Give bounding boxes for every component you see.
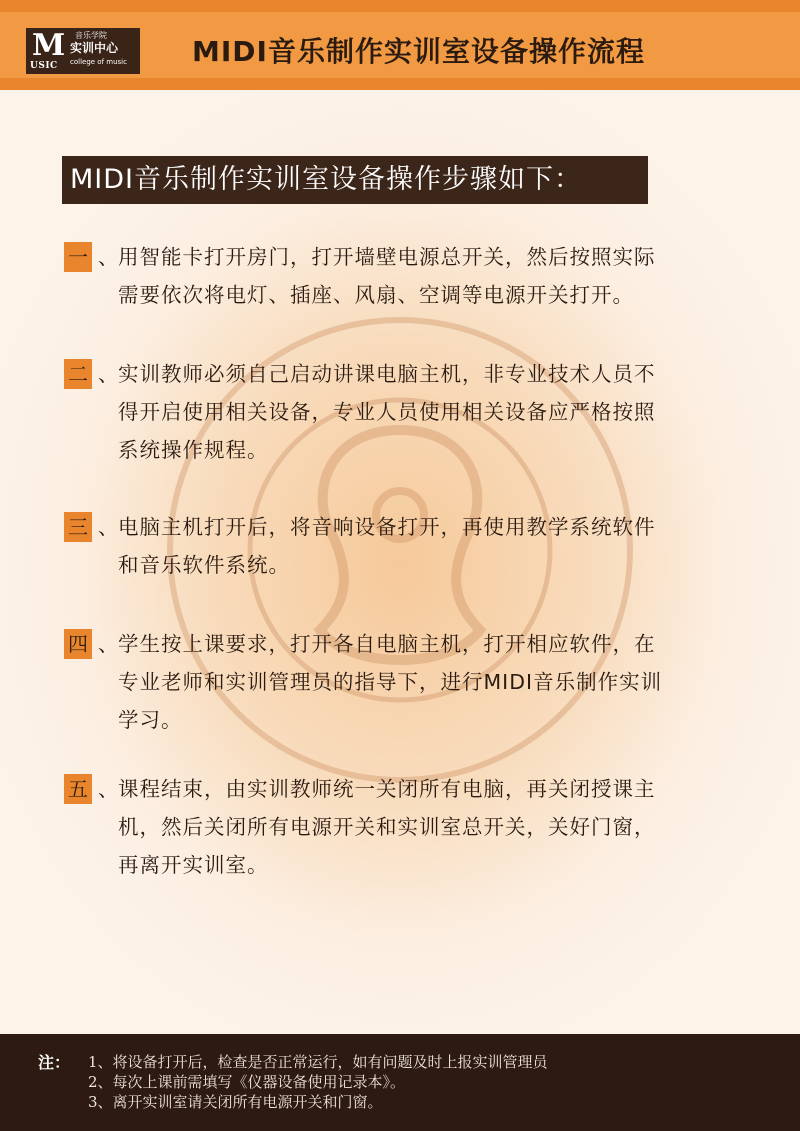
step-item bbox=[64, 355, 754, 469]
header-bar bbox=[0, 0, 800, 90]
note-item-3: 3、离开实训室请关闭所有电源开关和门窗。 bbox=[88, 1093, 383, 1111]
step-text-line: 学习。 bbox=[118, 708, 183, 732]
step-item bbox=[64, 770, 754, 884]
step-text-line: 需要依次将电灯、插座、风扇、空调等电源开关打开。 bbox=[118, 283, 634, 307]
step-text-line: 机，然后关闭所有电源开关和实训室总开关，关好门窗， bbox=[118, 815, 656, 839]
logo-letter-m: M bbox=[32, 28, 66, 63]
step-text-line: 课程结束，由实训教师统一关闭所有电脑，再关闭授课主 bbox=[118, 777, 656, 801]
step-number-separator: 、 bbox=[98, 362, 118, 386]
step-number-separator: 、 bbox=[98, 515, 118, 539]
step-number-badge: 五 bbox=[64, 774, 92, 804]
step-text-line: 系统操作规程。 bbox=[118, 438, 269, 462]
step-number-badge: 一 bbox=[64, 242, 92, 272]
step-text-line: 得开启使用相关设备，专业人员使用相关设备应严格按照 bbox=[118, 400, 656, 424]
step-number-separator: 、 bbox=[98, 245, 118, 269]
step-number-separator: 、 bbox=[98, 632, 118, 656]
step-number-badge: 二 bbox=[64, 359, 92, 389]
footer-notes bbox=[0, 1034, 800, 1131]
step-number-badge: 四 bbox=[64, 629, 92, 659]
logo-center-name: 实训中心 bbox=[70, 41, 119, 55]
step-text-line: 和音乐软件系统。 bbox=[118, 553, 290, 577]
note-item-1: 1、将设备打开后，检查是否正常运行，如有问题及时上报实训管理员 bbox=[88, 1053, 548, 1071]
step-text-line: 电脑主机打开后，将音响设备打开，再使用教学系统软件 bbox=[118, 515, 656, 539]
step-text-line: 学生按上课要求，打开各自电脑主机，打开相应软件，在 bbox=[118, 632, 656, 656]
step-number-separator: 、 bbox=[98, 777, 118, 801]
step-item bbox=[64, 625, 754, 739]
step-number-badge: 三 bbox=[64, 512, 92, 542]
logo-english-name: college of music bbox=[70, 58, 127, 66]
step-item bbox=[64, 238, 754, 314]
step-item bbox=[64, 508, 754, 584]
step-text-line: 专业老师和实训管理员的指导下，进行MIDI音乐制作实训 bbox=[118, 670, 663, 694]
page-title: MIDI音乐制作实训室设备操作流程 bbox=[192, 35, 645, 68]
step-text-line: 用智能卡打开房门，打开墙壁电源总开关，然后按照实际 bbox=[118, 245, 656, 269]
logo-college-name: 音乐学院 bbox=[75, 31, 107, 40]
logo-usic-text: USIC bbox=[30, 61, 58, 71]
section-heading: MIDI音乐制作实训室设备操作步骤如下： bbox=[62, 156, 648, 204]
note-item-2: 2、每次上课前需填写《仪器设备使用记录本》。 bbox=[88, 1073, 406, 1091]
notes-label: 注： bbox=[38, 1053, 71, 1072]
step-text-line: 实训教师必须自己启动讲课电脑主机，非专业技术人员不 bbox=[118, 362, 656, 386]
music-college-logo bbox=[26, 28, 140, 74]
step-text-line: 再离开实训室。 bbox=[118, 853, 269, 877]
